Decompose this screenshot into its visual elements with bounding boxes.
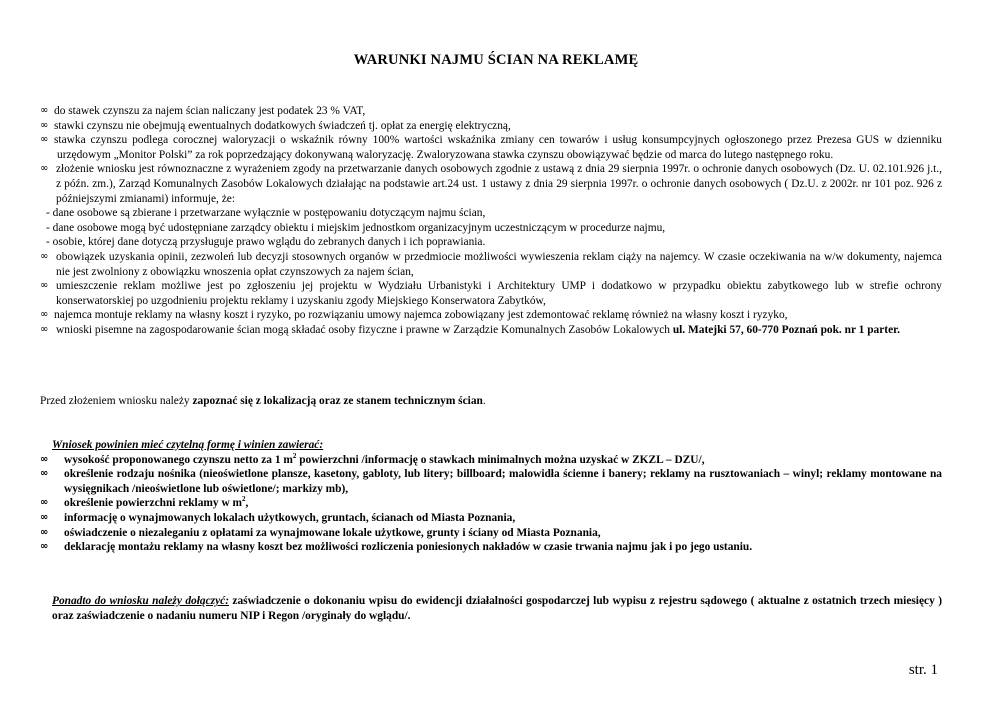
condition-text: do stawek czynszu za najem ścian naliczany jest podatek 23 % VAT,: [54, 105, 366, 117]
requirement-item: [40, 540, 942, 555]
bullet-icon: ∞: [40, 468, 49, 480]
dash-item: - osobie, której dane dotyczą przysługuje prawo wglądu do zebranych danych i ich poprawiania.: [46, 236, 486, 249]
requirement-text: [40, 496, 942, 511]
condition-text: obowiązek uzyskania opinii, zezwoleń lub decyzji stosownych organów w przedmiocie możliwości wywieszenia reklam ciąży na najemcy. W czasie oczekiwania na w/w dokumenty, najemca nie jest zwolniony z obowiązku wnoszenia opłat czynszowych za najem ścian,: [56, 250, 942, 278]
page-number: str. 1: [908, 662, 938, 678]
requirement-rent-text-end: powierzchni /informację o stawkach minimalnych można uzyskać w ZKZL – DZU/,: [296, 453, 705, 466]
condition-text: złożenie wniosku jest równoznaczne z wyrażeniem zgody na przetwarzanie danych osobowych zgodnie z ustawą z dnia 29 sierpnia 1997r. o ochronie danych osobowych (Dz. U. 02.101.926 j.t., z późn. zm.), Zarząd Komunalnych Zasobów Lokalowych działając na podstawie art.24 ust. 1 ustawy z dnia 29 sierpnia 1997r. o ochronie danych osobowych ( Dz.U. z 2002r. nr 101 poz. 926 z późniejszymi zmianami) informuje, że:: [56, 163, 942, 205]
bullet-icon: ∞: [40, 511, 49, 523]
requirement-text: oświadczenie o niezaleganiu z opłatami za wynajmowane lokale użytkowe, grunty i ściany od Miasta Poznania,: [64, 526, 601, 539]
condition-item: [40, 250, 942, 279]
before-applying-note: [40, 394, 940, 409]
condition-text: umieszczenie reklam możliwe jest po zgłoszeniu jej projektu w Wydziału Urbanistyki i Architektury UMP i dodatkowo w przypadku obiektu zabytkowego lub w strefie ochrony konserwatorskiej po uzgodnieniu projektu reklamy i uzyskaniu zgody Miejskiego Konserwatora Zabytków,: [56, 280, 942, 307]
requirement-text: [40, 453, 942, 468]
requirement-item: [40, 511, 942, 526]
dash-item: - dane osobowe mogą być udostępniane zarządcy obiektu i miejskim jednostkom organizacyjnym uczestniczącym w procedurze najmu,: [46, 221, 666, 234]
attachments-note: [52, 594, 942, 623]
bullet-icon: ∞: [40, 119, 49, 131]
requirements-heading: Wniosek powinien mieć czytelną formę i winien zawierać:: [52, 439, 324, 451]
applications-text: wnioski pisemne na zagospodarowanie ścian mogą składać osoby fizyczne i prawne w Zarządzie Komunalnych Zasobów Lokalowych: [56, 323, 670, 336]
bullet-icon: ∞: [40, 497, 49, 509]
requirement-area-text: określenie powierzchni reklamy w m: [64, 497, 243, 510]
bullet-icon: ∞: [40, 280, 49, 292]
condition-text: stawki czynszu nie obejmują ewentualnych dodatkowych świadczeń tj. opłat za energię elektryczną,: [54, 119, 511, 132]
condition-text: stawka czynszu podlega corocznej waloryzacji o wskaźnik równy 100% wartości wskaźnika zmiany cen towarów i usług konsumpcyjnych ogłoszonego przez Prezesa GUS w dzienniku urzędowym „Monitor Polski” za rok poprzedzający dokonywaną waloryzację. Zwaloryzowana stawka czynszu obowiązywać będzie od marca do lutego następnego roku.: [54, 134, 942, 161]
condition-text: [40, 323, 942, 338]
requirement-area-text-end: ,: [245, 497, 249, 510]
requirement-item: [40, 496, 942, 511]
document-title: WARUNKI NAJMU ŚCIAN NA REKLAMĘ: [353, 52, 639, 68]
requirement-item: [40, 467, 942, 496]
condition-item: [40, 162, 942, 206]
bullet-icon: ∞: [40, 541, 49, 553]
condition-item: [40, 323, 942, 338]
before-bold: zapoznać się z lokalizacją oraz ze stanem technicznym ścian: [192, 395, 483, 407]
bullet-icon: ∞: [40, 134, 49, 146]
condition-text: najemca montuje reklamy na własny koszt i ryzyko, po rozwiązaniu umowy najemca zobowiązany jest zdemontować reklamę również na własny koszt i ryzyko,: [54, 309, 788, 322]
requirement-item: [40, 526, 942, 541]
requirement-text: określenie rodzaju nośnika (nieoświetlone plansze, kasetony, gabloty, lub litery; billboard; malowidła ścienne i banery; reklamy na rusztowaniach – winyl; reklamy montowane na wysięgnikach /nieoświetlone lub oświetlone/; markizy mb),: [64, 468, 942, 495]
bullet-icon: ∞: [40, 105, 49, 116]
requirement-item: [40, 453, 942, 468]
application-requirements: [40, 438, 942, 555]
before-suffix: .: [482, 395, 486, 407]
bullet-icon: ∞: [40, 250, 49, 262]
bullet-icon: ∞: [40, 453, 49, 465]
superscript: 2: [292, 451, 297, 460]
requirement-rent-text: wysokość proponowanego czynszu netto za 1 m: [64, 453, 293, 466]
requirement-text: deklarację montażu reklamy na własny koszt bez możliwości rozliczenia poniesionych nakładów w czasie trwania najmu jak i po jego ustaniu.: [64, 541, 753, 554]
before-prefix: Przed złożeniem wniosku należy: [40, 395, 193, 407]
condition-item: [40, 104, 942, 119]
attachments-heading: Ponadto do wniosku należy dołączyć:: [52, 595, 229, 607]
bullet-icon: ∞: [40, 526, 49, 538]
bullet-icon: ∞: [40, 309, 49, 321]
superscript: 2: [242, 495, 246, 504]
bullet-icon: ∞: [40, 163, 49, 175]
requirement-text: informację o wynajmowanych lokalach użytkowych, gruntach, ścianach od Miasta Poznania,: [64, 511, 516, 524]
condition-item: [40, 308, 942, 323]
condition-item: [40, 279, 942, 308]
attachments-text: zaświadczenie o dokonaniu wpisu do ewidencji działalności gospodarczej lub wypisu z rejestru sądowego ( aktualne z ostatnich trzech miesięcy ) oraz zaświadczenie o nadaniu numeru NIP i Regon /oryginały do wglądu/.: [52, 595, 942, 622]
condition-item: [40, 133, 942, 162]
dash-item: - dane osobowe są zbierane i przetwarzane wyłącznie w postępowaniu dotyczącym najmu ścian,: [46, 207, 486, 220]
office-address: ul. Matejki 57, 60-770 Poznań pok. nr 1 parter.: [672, 323, 900, 336]
bullet-icon: ∞: [40, 323, 49, 335]
condition-item: [40, 119, 942, 134]
conditions-list: [40, 104, 942, 338]
